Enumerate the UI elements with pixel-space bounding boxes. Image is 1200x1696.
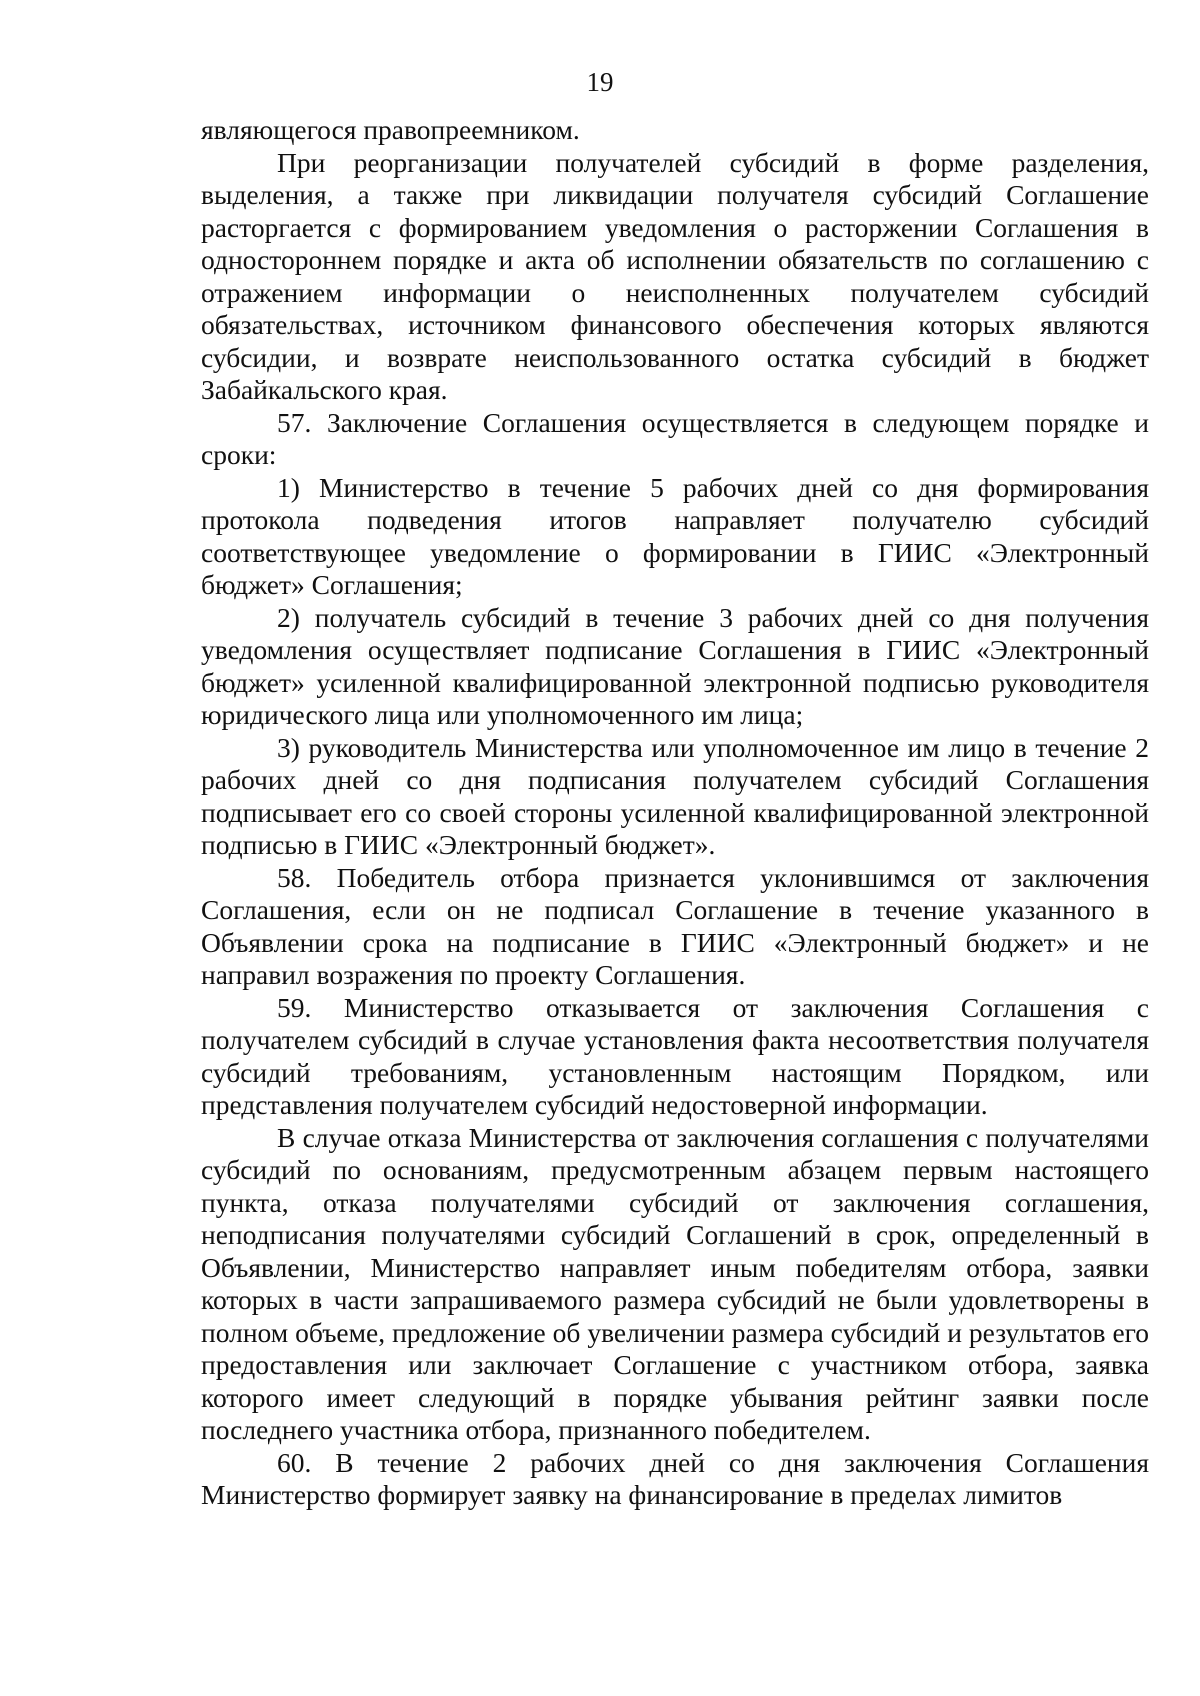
paragraph-subitem-2: 2) получатель субсидий в течение 3 рабочих дней со дня получения уведомления осуществляет подписание Соглашения в ГИИС «Электронный бюджет» усиленной квалифицированной электронной подписью руководителя юридического лица или уполномоченного им лица; — [201, 601, 1149, 730]
paragraph-continuation: являющегося правопреемником. — [201, 114, 580, 145]
paragraph-reorganization: При реорганизации получателей субсидий в форме разделения, выделения, а также при ликвидации получателя субсидий Соглашение расторгается с формированием уведомления о расторжении Соглашения в одностороннем порядке и акта об исполнении обязательств по соглашению с отражением информации о неисполненных получателем субсидий обязательствах, источником финансового обеспечения которых являются субсидии, и возврате неиспользованного остатка субсидий в бюджет Забайкальского края. — [201, 146, 1149, 405]
paragraph-item-57: 57. Заключение Соглашения осуществляется в следующем порядке и сроки: — [201, 406, 1149, 470]
paragraph-refusal-case: В случае отказа Министерства от заключения соглашения с получателями субсидий по основаниям, предусмотренным абзацем первым настоящего пункта, отказа получателями субсидий от заключения соглашения, неподписания получателями субсидий Соглашений в срок, определенный в Объявлении, Министерство направляет иным победителям отбора, заявки которых в части запрашиваемого размера субсидий не были удовлетворены в полном объеме, предложение об увеличении размера субсидий и результатов его предоставления или заключает Соглашение с участником отбора, заявка которого имеет следующий в порядке убывания рейтинг заявки после последнего участника отбора, признанного победителем. — [201, 1121, 1149, 1445]
paragraph-item-58: 58. Победитель отбора признается уклонившимся от заключения Соглашения, если он не подписал Соглашение в течение указанного в Объявлении срока на подписание в ГИИС «Электронный бюджет» и не направил возражения по проекту Соглашения. — [201, 861, 1149, 990]
paragraph-subitem-1: 1) Министерство в течение 5 рабочих дней со дня формирования протокола подведения итогов направляет получателю субсидий соответствующее уведомление о формировании в ГИИС «Электронный бюджет» Соглашения; — [201, 471, 1149, 600]
paragraph-item-60: 60. В течение 2 рабочих дней со дня заключения Соглашения Министерство формирует заявку на финансирование в пределах лимитов — [201, 1446, 1149, 1510]
paragraph-item-59: 59. Министерство отказывается от заключения Соглашения с получателем субсидий в случае установления факта несоответствия получателя субсидий требованиям, установленным настоящим Порядком, или представления получателем субсидий недостоверной информации. — [201, 991, 1149, 1120]
page-number: 19 — [586, 67, 614, 97]
paragraph-subitem-3: 3) руководитель Министерства или уполномоченное им лицо в течение 2 рабочих дней со дня подписания получателем субсидий Соглашения подписывает его со своей стороны усиленной квалифицированной электронной подписью в ГИИС «Электронный бюджет». — [201, 731, 1149, 860]
document-body — [201, 114, 1149, 1512]
